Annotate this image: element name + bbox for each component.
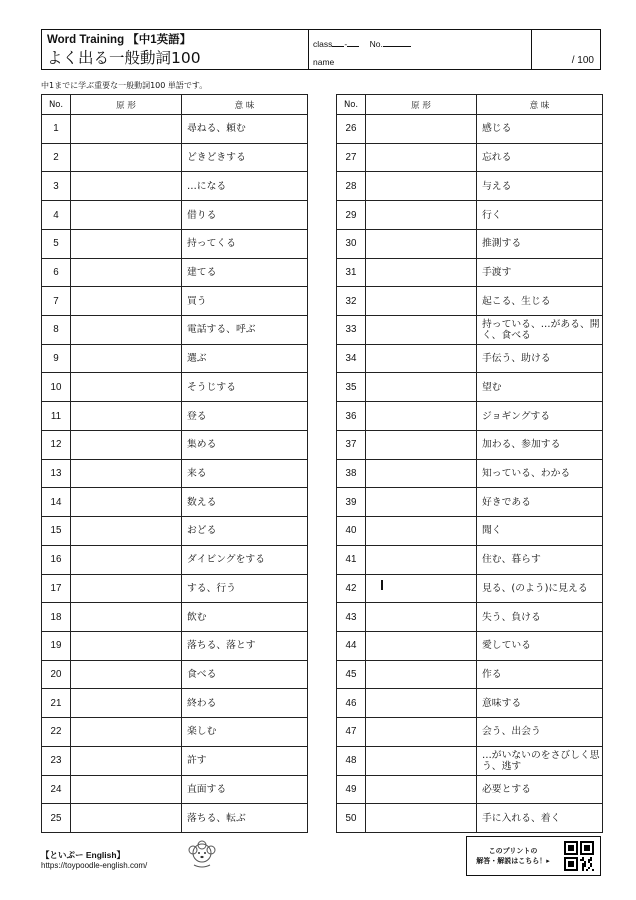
- number-label: No.: [369, 39, 383, 49]
- meaning-cell: 起こる、生じる: [477, 287, 603, 316]
- base-form-answer-cell[interactable]: [366, 430, 477, 459]
- meaning-cell: ジョギングする: [477, 402, 603, 431]
- name-field[interactable]: [313, 57, 334, 67]
- table-row: [337, 603, 603, 632]
- base-form-answer-cell[interactable]: [71, 775, 182, 804]
- base-form-answer-cell[interactable]: [366, 804, 477, 833]
- row-number: 5: [42, 229, 71, 258]
- table-row: [42, 430, 308, 459]
- meaning-cell: …になる: [182, 172, 308, 201]
- table-row: [42, 574, 308, 603]
- base-form-answer-cell[interactable]: [71, 459, 182, 488]
- title-block: [42, 30, 309, 69]
- table-row: [337, 459, 603, 488]
- answer-link-text: [473, 846, 553, 866]
- meaning-cell: 忘れる: [477, 143, 603, 172]
- meaning-cell: 持っている、…がある、開く、食べる: [477, 316, 603, 345]
- base-form-answer-cell[interactable]: [366, 229, 477, 258]
- meaning-cell: 尋ねる、頼む: [182, 115, 308, 144]
- row-number: 22: [42, 718, 71, 747]
- meaning-cell: 会う、出会う: [477, 718, 603, 747]
- meaning-cell: 来る: [182, 459, 308, 488]
- row-number: 50: [337, 804, 366, 833]
- row-number: 26: [337, 115, 366, 144]
- row-number: 3: [42, 172, 71, 201]
- base-form-answer-cell[interactable]: [71, 430, 182, 459]
- row-number: 40: [337, 517, 366, 546]
- base-form-answer-cell[interactable]: [71, 689, 182, 718]
- table-row: [337, 517, 603, 546]
- row-number: 49: [337, 775, 366, 804]
- table-row: [337, 430, 603, 459]
- base-form-answer-cell[interactable]: [366, 718, 477, 747]
- col-header-no: No.: [42, 95, 71, 115]
- table-row: [337, 201, 603, 230]
- col-header-meaning: 意 味: [477, 95, 603, 115]
- meaning-cell: 望む: [477, 373, 603, 402]
- row-number: 16: [42, 545, 71, 574]
- table-row: [42, 660, 308, 689]
- qr-code-icon[interactable]: [564, 841, 594, 871]
- table-row: [42, 718, 308, 747]
- table-row: [42, 373, 308, 402]
- base-form-answer-cell[interactable]: [71, 746, 182, 775]
- row-number: 29: [337, 201, 366, 230]
- row-number: 36: [337, 402, 366, 431]
- meaning-cell: 与える: [477, 172, 603, 201]
- base-form-answer-cell[interactable]: [71, 344, 182, 373]
- col-header-meaning: 意 味: [182, 95, 308, 115]
- table-row: [42, 258, 308, 287]
- table-row: [42, 517, 308, 546]
- row-number: 10: [42, 373, 71, 402]
- base-form-answer-cell[interactable]: [366, 545, 477, 574]
- meaning-cell: 手渡す: [477, 258, 603, 287]
- table-row: [337, 402, 603, 431]
- row-number: 13: [42, 459, 71, 488]
- table-row: [42, 316, 308, 345]
- table-row: [337, 631, 603, 660]
- class-field[interactable]: [313, 37, 411, 49]
- row-number: 25: [42, 804, 71, 833]
- base-form-answer-cell[interactable]: [71, 545, 182, 574]
- row-number: 9: [42, 344, 71, 373]
- col-header-base: 原 形: [71, 95, 182, 115]
- table-row: [42, 229, 308, 258]
- meaning-cell: 意味する: [477, 689, 603, 718]
- student-info-block: [309, 30, 532, 69]
- meaning-cell: 失う、負ける: [477, 603, 603, 632]
- meaning-cell: …がいないのをさびしく思う、逃す: [477, 746, 603, 775]
- meaning-cell: 作る: [477, 660, 603, 689]
- base-form-answer-cell[interactable]: [71, 115, 182, 144]
- name-label: name: [313, 57, 335, 67]
- row-number: 48: [337, 746, 366, 775]
- base-form-answer-cell[interactable]: [366, 373, 477, 402]
- table-row: [337, 258, 603, 287]
- row-number: 44: [337, 631, 366, 660]
- table-row: [42, 172, 308, 201]
- footer-brand: 【といぷー English】: [41, 850, 126, 860]
- table-row: [42, 545, 308, 574]
- base-form-answer-cell[interactable]: [71, 258, 182, 287]
- col-header-base: 原 形: [366, 95, 477, 115]
- row-number: 27: [337, 143, 366, 172]
- meaning-cell: 登る: [182, 402, 308, 431]
- base-form-answer-cell[interactable]: [366, 775, 477, 804]
- table-header-row: [42, 95, 308, 115]
- meaning-cell: 許す: [182, 746, 308, 775]
- table-row: [337, 574, 603, 603]
- row-number: 6: [42, 258, 71, 287]
- row-number: 2: [42, 143, 71, 172]
- row-number: 38: [337, 459, 366, 488]
- poodle-logo-icon: [186, 839, 218, 869]
- row-number: 39: [337, 488, 366, 517]
- meaning-cell: 集める: [182, 430, 308, 459]
- meaning-cell: 借りる: [182, 201, 308, 230]
- table-row: [42, 143, 308, 172]
- table-row: [337, 229, 603, 258]
- table-row: [42, 746, 308, 775]
- base-form-answer-cell[interactable]: [71, 517, 182, 546]
- class-label: class: [313, 39, 333, 49]
- row-number: 34: [337, 344, 366, 373]
- base-form-answer-cell[interactable]: [71, 660, 182, 689]
- base-form-answer-cell[interactable]: [71, 316, 182, 345]
- row-number: 30: [337, 229, 366, 258]
- row-number: 7: [42, 287, 71, 316]
- row-number: 23: [42, 746, 71, 775]
- meaning-cell: 落ちる、転ぶ: [182, 804, 308, 833]
- base-form-answer-cell[interactable]: [366, 746, 477, 775]
- base-form-answer-cell[interactable]: [366, 660, 477, 689]
- row-number: 20: [42, 660, 71, 689]
- class-separator: -: [344, 39, 348, 49]
- row-number: 19: [42, 631, 71, 660]
- table-row: [42, 402, 308, 431]
- meaning-cell: 直面する: [182, 775, 308, 804]
- table-row: [337, 143, 603, 172]
- footer-url[interactable]: https://toypoodle-english.com/: [41, 861, 148, 870]
- row-number: 31: [337, 258, 366, 287]
- score-block: [532, 30, 600, 69]
- col-header-no: No.: [337, 95, 366, 115]
- base-form-answer-cell[interactable]: [366, 603, 477, 632]
- table-row: [337, 488, 603, 517]
- row-number: 43: [337, 603, 366, 632]
- base-form-answer-cell[interactable]: [71, 201, 182, 230]
- meaning-cell: 食べる: [182, 660, 308, 689]
- meaning-cell: 推測する: [477, 229, 603, 258]
- meaning-cell: 終わる: [182, 689, 308, 718]
- meaning-cell: 知っている、わかる: [477, 459, 603, 488]
- table-row: [337, 746, 603, 775]
- meaning-cell: 手に入れる、着く: [477, 804, 603, 833]
- meaning-cell: 数える: [182, 488, 308, 517]
- row-number: 37: [337, 430, 366, 459]
- row-number: 18: [42, 603, 71, 632]
- base-form-answer-cell[interactable]: [366, 172, 477, 201]
- meaning-cell: 飲む: [182, 603, 308, 632]
- base-form-answer-cell[interactable]: [366, 402, 477, 431]
- table-row: [42, 115, 308, 144]
- meaning-cell: 選ぶ: [182, 344, 308, 373]
- row-number: 32: [337, 287, 366, 316]
- meaning-cell: 見る、(のよう)に見える: [477, 574, 603, 603]
- meaning-cell: そうじする: [182, 373, 308, 402]
- table-row: [337, 689, 603, 718]
- meaning-cell: 加わる、参加する: [477, 430, 603, 459]
- table-row: [42, 689, 308, 718]
- answer-link-line1: このプリントの: [488, 847, 538, 855]
- score-total: / 100: [571, 55, 594, 66]
- table-row: [337, 287, 603, 316]
- meaning-cell: 好きである: [477, 488, 603, 517]
- meaning-cell: 持ってくる: [182, 229, 308, 258]
- table-row: [337, 660, 603, 689]
- table-row: [42, 201, 308, 230]
- row-number: 11: [42, 402, 71, 431]
- instruction-note: 中1までに学ぶ重要な一般動詞100 単語です。: [41, 81, 208, 90]
- row-number: 28: [337, 172, 366, 201]
- table-row: [42, 631, 308, 660]
- base-form-answer-cell[interactable]: [71, 143, 182, 172]
- table-row: [42, 287, 308, 316]
- base-form-answer-cell[interactable]: [71, 603, 182, 632]
- answer-link-box[interactable]: [466, 836, 601, 876]
- row-number: 4: [42, 201, 71, 230]
- base-form-answer-cell[interactable]: [71, 172, 182, 201]
- table-row: [42, 603, 308, 632]
- base-form-answer-cell[interactable]: [366, 689, 477, 718]
- row-number: 14: [42, 488, 71, 517]
- table-row: [337, 718, 603, 747]
- base-form-answer-cell[interactable]: [71, 287, 182, 316]
- row-number: 47: [337, 718, 366, 747]
- base-form-answer-cell[interactable]: [366, 344, 477, 373]
- meaning-cell: 建てる: [182, 258, 308, 287]
- row-number: 42: [337, 574, 366, 603]
- meaning-cell: する、行う: [182, 574, 308, 603]
- meaning-cell: ダイビングをする: [182, 545, 308, 574]
- row-number: 1: [42, 115, 71, 144]
- word-table-right: [336, 94, 603, 833]
- word-table-left: [41, 94, 308, 833]
- row-number: 33: [337, 316, 366, 345]
- worksheet-subtitle: Word Training 【中1英語】: [47, 34, 192, 46]
- base-form-answer-cell[interactable]: [366, 631, 477, 660]
- base-form-answer-cell[interactable]: [71, 402, 182, 431]
- row-number: 17: [42, 574, 71, 603]
- meaning-cell: 落ちる、落とす: [182, 631, 308, 660]
- row-number: 21: [42, 689, 71, 718]
- meaning-cell: どきどきする: [182, 143, 308, 172]
- table-row: [337, 115, 603, 144]
- table-row: [42, 775, 308, 804]
- row-number: 46: [337, 689, 366, 718]
- text-cursor: [381, 580, 383, 590]
- meaning-cell: 感じる: [477, 115, 603, 144]
- worksheet-header: [41, 29, 601, 70]
- base-form-answer-cell[interactable]: [366, 143, 477, 172]
- meaning-cell: 行く: [477, 201, 603, 230]
- worksheet-title: よく出る一般動詞100: [47, 49, 201, 67]
- table-row: [42, 488, 308, 517]
- base-form-answer-cell[interactable]: [366, 258, 477, 287]
- base-form-answer-cell[interactable]: [366, 316, 477, 345]
- meaning-cell: 買う: [182, 287, 308, 316]
- meaning-cell: 聞く: [477, 517, 603, 546]
- base-form-answer-cell[interactable]: [366, 488, 477, 517]
- answer-link-line2: 解答・解説はこちら！▸: [476, 857, 550, 865]
- base-form-answer-cell[interactable]: [366, 201, 477, 230]
- row-number: 15: [42, 517, 71, 546]
- base-form-answer-cell[interactable]: [71, 488, 182, 517]
- meaning-cell: おどる: [182, 517, 308, 546]
- row-number: 41: [337, 545, 366, 574]
- row-number: 8: [42, 316, 71, 345]
- base-form-answer-cell[interactable]: [71, 373, 182, 402]
- base-form-answer-cell[interactable]: [71, 229, 182, 258]
- table-row: [42, 459, 308, 488]
- base-form-answer-cell[interactable]: [71, 574, 182, 603]
- table-row: [42, 344, 308, 373]
- row-number: 35: [337, 373, 366, 402]
- meaning-cell: 手伝う、助ける: [477, 344, 603, 373]
- table-row: [337, 545, 603, 574]
- table-row: [337, 172, 603, 201]
- table-header-row: [337, 95, 603, 115]
- base-form-answer-cell[interactable]: [71, 631, 182, 660]
- meaning-cell: 愛している: [477, 631, 603, 660]
- meaning-cell: 必要とする: [477, 775, 603, 804]
- row-number: 24: [42, 775, 71, 804]
- row-number: 45: [337, 660, 366, 689]
- meaning-cell: 電話する、呼ぶ: [182, 316, 308, 345]
- table-row: [337, 775, 603, 804]
- table-row: [337, 804, 603, 833]
- base-form-answer-cell[interactable]: [71, 804, 182, 833]
- table-row: [42, 804, 308, 833]
- base-form-answer-cell[interactable]: [366, 287, 477, 316]
- table-row: [337, 316, 603, 345]
- meaning-cell: 楽しむ: [182, 718, 308, 747]
- table-row: [337, 373, 603, 402]
- base-form-answer-cell[interactable]: [366, 517, 477, 546]
- base-form-answer-cell[interactable]: [366, 459, 477, 488]
- row-number: 12: [42, 430, 71, 459]
- meaning-cell: 住む、暮らす: [477, 545, 603, 574]
- base-form-answer-cell[interactable]: [366, 115, 477, 144]
- base-form-answer-cell[interactable]: [71, 718, 182, 747]
- table-row: [337, 344, 603, 373]
